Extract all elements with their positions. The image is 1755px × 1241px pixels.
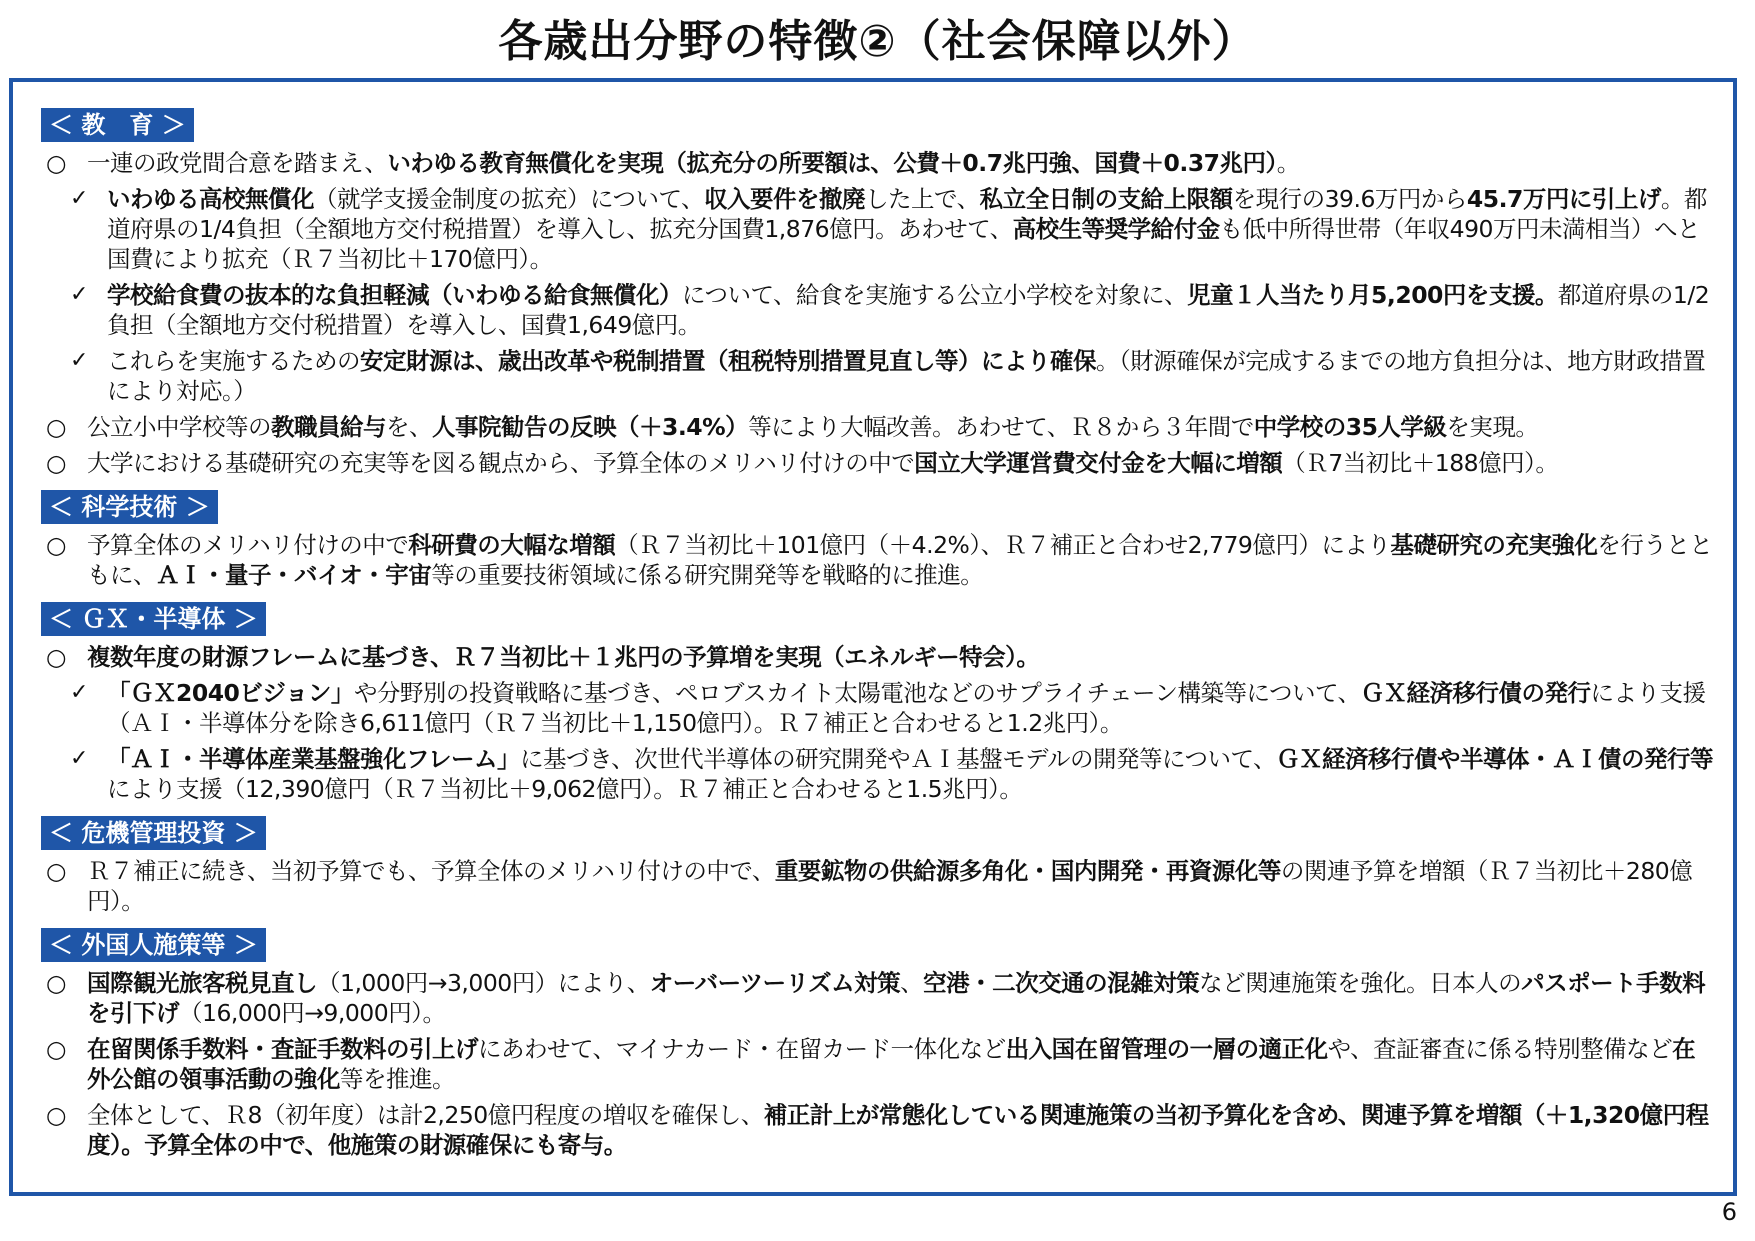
body-text: も低中所得世帯（年収490万円未満相当）へと国費により拡充（Ｒ７当初比＋170億円）。	[107, 215, 1700, 273]
circle-bullet-icon: ○	[45, 531, 66, 559]
sub-bullet-item	[31, 184, 1717, 274]
bullet-item	[31, 1100, 1717, 1160]
emphasis-text: オーバーツーリズム対策	[649, 969, 901, 997]
body-text: （1,000円→3,000円）により、	[317, 969, 650, 997]
body-text: や、査証審査に係る特別整備など	[1327, 1035, 1673, 1063]
bullet-item	[31, 148, 1717, 178]
circle-bullet-icon: ○	[45, 449, 66, 477]
body-text: Ｒ７補正に続き、当初予算でも、予算全体のメリハリ付けの中で、	[87, 857, 775, 885]
body-text: を現行の39.6万円から	[1232, 185, 1467, 213]
circle-bullet-icon: ○	[45, 857, 66, 885]
emphasis-text: いわゆる教育無償化を実現（拡充分の所要額は、公費＋0.7兆円強、国費＋0.37兆円）	[387, 149, 1277, 177]
body-text: 等により大幅改善。あわせて、Ｒ８から３年間で	[748, 413, 1254, 441]
emphasis-text: ＧＸ経済移行債の発行	[1360, 679, 1591, 707]
body-text: （Ｒ7当初比＋188億円）。	[1282, 449, 1559, 477]
body-text: 都道府県の1/2負担（全額地方交付税措置）を導入し、国費1,649億円。	[107, 281, 1710, 339]
emphasis-text: 人事院勧告の反映（＋3.4%）	[432, 413, 749, 441]
emphasis-text: パスポート手数料を引下げ	[87, 969, 1706, 1027]
sub-bullet-item	[31, 744, 1717, 804]
body-text: 。（財源確保が完成するまでの地方負担分は、地方財政措置により対応。）	[107, 347, 1706, 405]
emphasis-text: 児童１人当たり月5,200円を支援。	[1187, 281, 1558, 309]
section	[31, 922, 1717, 1160]
emphasis-text: 国立大学運営費交付金を大幅に増額	[914, 449, 1283, 477]
body-text: （Ｒ７当初比＋101億円（＋4.2%）、Ｒ７補正と合わせ2,779億円）により	[615, 531, 1391, 559]
circle-bullet-icon: ○	[45, 1035, 66, 1063]
body-text: 。	[1276, 149, 1300, 177]
body-text: 等を推進。	[340, 1065, 455, 1093]
body-text: 公立小中学校等の	[87, 413, 271, 441]
circle-bullet-icon: ○	[45, 1101, 66, 1129]
body-text: について、給食を実施する公立小学校を対象に、	[682, 281, 1188, 309]
section	[31, 596, 1717, 804]
body-text: の関連予算を増額（Ｒ７当初比＋280億円）。	[87, 857, 1693, 915]
emphasis-text: 収入要件を撤廃	[704, 185, 866, 213]
section	[31, 810, 1717, 916]
emphasis-text: 科研費の大幅な増額	[408, 531, 616, 559]
sections-container	[31, 102, 1717, 1160]
body-text: 。都道府県の1/4負担（全額地方交付税措置）を導入し、拡充分国費1,876億円。あわせて、	[107, 185, 1707, 243]
circle-bullet-icon: ○	[45, 969, 66, 997]
body-text: （16,000円→9,000円）。	[179, 999, 446, 1027]
emphasis-text: 私立全日制の支給上限額	[979, 185, 1233, 213]
emphasis-text: 中学校の35人学級	[1253, 413, 1447, 441]
body-text: にあわせて、マイナカード・在留カード一体化など	[478, 1035, 1006, 1063]
emphasis-text: 基礎研究の充実強化	[1390, 531, 1598, 559]
body-text: 全体として、Ｒ8（初年度）は計2,250億円程度の増収を確保し、	[87, 1101, 764, 1129]
emphasis-text: 補正計上が常態化している関連施策の当初予算化を含め、関連予算を増額（＋1,320億円程度）。予算全体の中で、他施策の財源確保にも寄与。	[87, 1101, 1709, 1159]
checkmark-icon: ✓	[70, 282, 88, 307]
body-text: 、	[900, 969, 924, 997]
body-text: これらを実施するための	[107, 347, 360, 375]
section-heading: ＜ 危機管理投資 ＞	[41, 816, 266, 850]
page-title: 各歳出分野の特徴②（社会保障以外）	[498, 16, 1257, 67]
sub-bullet-item	[31, 346, 1717, 406]
bullet-item	[31, 856, 1717, 916]
bullet-item	[31, 642, 1717, 672]
section	[31, 102, 1717, 478]
circle-bullet-icon: ○	[45, 149, 66, 177]
section-heading: ＜ 教 育 ＞	[41, 108, 194, 142]
body-text: 予算全体のメリハリ付けの中で	[87, 531, 409, 559]
emphasis-text: 「ＡＩ・半導体産業基盤強化フレーム」	[107, 745, 521, 773]
sub-bullet-item	[31, 280, 1717, 340]
emphasis-text: 「ＧＸ2040ビジョン」	[107, 679, 354, 707]
emphasis-text: 在留関係手数料・査証手数料の引上げ	[87, 1035, 478, 1063]
body-text: を行うとともに、	[87, 531, 1713, 589]
section-heading: ＜ ＧＸ・半導体 ＞	[41, 602, 266, 636]
checkmark-icon: ✓	[70, 746, 88, 771]
emphasis-text: ＧＸ経済移行債や半導体・ＡＩ債の発行等	[1276, 745, 1714, 773]
circle-bullet-icon: ○	[45, 643, 66, 671]
emphasis-text: 国際観光旅客税見直し	[87, 969, 317, 997]
body-text: など関連施策を強化。日本人の	[1199, 969, 1522, 997]
body-text: 一連の政党間合意を踏まえ、	[87, 149, 388, 177]
emphasis-text: いわゆる高校無償化	[107, 185, 314, 213]
body-text: した上で、	[865, 185, 980, 213]
body-text: を、	[386, 413, 432, 441]
emphasis-text: 出入国在留管理の一層の適正化	[1005, 1035, 1328, 1063]
emphasis-text: 空港・二次交通の混雑対策	[923, 969, 1200, 997]
sub-bullet-item	[31, 678, 1717, 738]
body-text: 大学における基礎研究の充実等を図る観点から、予算全体のメリハリ付けの中で	[87, 449, 915, 477]
body-text: や分野別の投資戦略に基づき、ペロブスカイト太陽電池などのサプライチェーン構築等について、	[353, 679, 1361, 707]
bullet-item	[31, 1034, 1717, 1094]
body-text: 等の重要技術領域に係る研究開発等を戦略的に推進。	[431, 561, 984, 589]
emphasis-text: 学校給食費の抜本的な負担軽減（いわゆる給食無償化）	[107, 281, 682, 309]
bullet-item	[31, 530, 1717, 590]
page-number: 6	[1721, 1198, 1737, 1226]
emphasis-text: 安定財源は、歳出改革や税制措置（租税特別措置見直し等）により確保	[360, 347, 1096, 375]
section-heading: ＜ 科学技術 ＞	[41, 490, 218, 524]
checkmark-icon: ✓	[70, 186, 88, 211]
body-text: を実現。	[1446, 413, 1539, 441]
bullet-item	[31, 968, 1717, 1028]
emphasis-text: 教職員給与	[271, 413, 386, 441]
section-heading: ＜ 外国人施策等 ＞	[41, 928, 266, 962]
emphasis-text: 高校生等奨学給付金	[1012, 215, 1220, 243]
emphasis-text: ＡＩ・量子・バイオ・宇宙	[156, 561, 432, 589]
body-text: に基づき、次世代半導体の研究開発やＡＩ基盤モデルの開発等について、	[520, 745, 1277, 773]
emphasis-text: 在外公館の領事活動の強化	[87, 1035, 1696, 1093]
body-text: により支援（ＡＩ・半導体分を除き6,611億円（Ｒ７当初比＋1,150億円）。Ｒ７補正と合わせると1.2兆円）。	[107, 679, 1706, 737]
body-text: （就学支援金制度の拡充）について、	[314, 185, 705, 213]
bullet-item	[31, 412, 1717, 442]
body-text: により支援（12,390億円（Ｒ７当初比＋9,062億円）。Ｒ７補正と合わせると1.5兆円）。	[107, 775, 1023, 803]
checkmark-icon: ✓	[70, 680, 88, 705]
emphasis-text: 複数年度の財源フレームに基づき、Ｒ７当初比＋１兆円の予算増を実現（エネルギー特会）。	[87, 643, 1040, 671]
emphasis-text: 45.7万円に引上げ	[1466, 185, 1661, 213]
emphasis-text: 重要鉱物の供給源多角化・国内開発・再資源化等	[774, 857, 1281, 885]
checkmark-icon: ✓	[70, 348, 88, 373]
bullet-item	[31, 448, 1717, 478]
section	[31, 484, 1717, 590]
circle-bullet-icon: ○	[45, 413, 66, 441]
content-frame	[9, 78, 1737, 1196]
